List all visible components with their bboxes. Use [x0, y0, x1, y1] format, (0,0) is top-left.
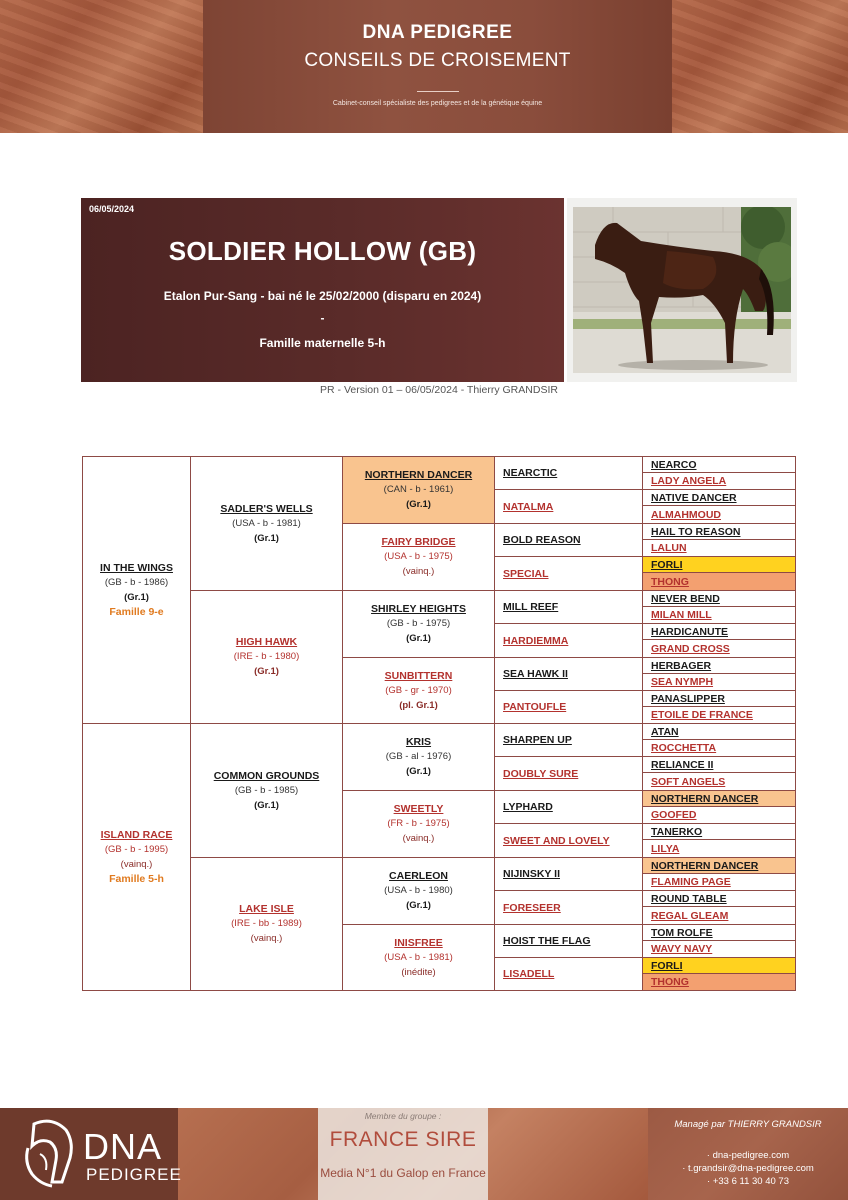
horse-name: HARDICANUTE	[651, 625, 728, 638]
horse-name: FORLI	[651, 558, 683, 571]
horse-name: SOFT ANGELS	[651, 775, 726, 788]
g4-horse	[494, 523, 643, 557]
group-name: FRANCE SIRE	[329, 1128, 477, 1151]
g5-horse	[642, 739, 796, 757]
horse-name: LYPHARD	[503, 801, 553, 813]
g5-horse	[642, 606, 796, 624]
horse-name: ATAN	[651, 725, 679, 738]
g5-horse	[642, 973, 796, 991]
horse-name: THONG	[651, 575, 689, 588]
horse-name: SHIRLEY HEIGHTS	[371, 603, 466, 615]
contact-website[interactable]: · dna-pedigree.com	[706, 1150, 790, 1161]
horse-name: SPECIAL	[503, 567, 549, 580]
g5-horse	[642, 505, 796, 524]
horse-name: FORLI	[651, 959, 683, 972]
g3-horse	[342, 456, 495, 524]
g5-horse	[642, 839, 796, 858]
pedigree-table	[82, 456, 796, 991]
horse-name: GOOFED	[651, 809, 697, 821]
horse-name: LADY ANGELA	[651, 475, 727, 487]
horse-details: (FR - b - 1975)	[387, 818, 450, 829]
horse-name: COMMON GROUNDS	[213, 769, 320, 782]
g5-horse	[642, 756, 796, 773]
g4-horse	[494, 489, 643, 524]
g5-horse	[642, 690, 796, 707]
horse-name: ETOILE DE FRANCE	[651, 709, 753, 721]
horse-performance: (vainq.)	[120, 858, 153, 870]
brand-subtitle: CONSEILS DE CROISEMENT	[304, 50, 571, 71]
horse-performance: (Gr.1)	[124, 591, 149, 603]
g5-horse	[642, 673, 796, 691]
g5-horse	[642, 539, 796, 557]
g4-horse	[494, 590, 643, 624]
header-banner	[203, 0, 672, 133]
g5-horse	[642, 940, 796, 958]
report-date: 06/05/2024	[89, 204, 135, 214]
horse-details: (GB - b - 1985)	[234, 784, 299, 796]
horse-details: (USA - b - 1975)	[384, 551, 453, 562]
horse-name: CAERLEON	[389, 870, 448, 882]
horse-name: NIJINSKY II	[503, 868, 560, 880]
g5-horse	[642, 556, 796, 573]
horse-details: (GB - b - 1995)	[104, 843, 169, 855]
g4-horse	[494, 924, 643, 958]
horse-performance: (Gr.1)	[254, 799, 279, 811]
g3-horse	[342, 523, 495, 591]
g4-horse	[494, 756, 643, 791]
horse-performance: (inédite)	[401, 966, 436, 978]
g4-horse	[494, 623, 643, 658]
france-sire-badge	[318, 1108, 488, 1200]
horse-name: GRAND CROSS	[651, 642, 730, 655]
horse-details: (GB - al - 1976)	[385, 751, 452, 762]
horse-name: HIGH HAWK	[235, 636, 298, 648]
horse-name: REGAL GLEAM	[651, 909, 729, 922]
horse-performance: (vainq.)	[402, 566, 435, 577]
horse-name: DOUBLY SURE	[503, 767, 579, 780]
g5-horse	[642, 723, 796, 740]
horse-name: MILL REEF	[503, 601, 559, 613]
horse-name: NORTHERN DANCER	[651, 792, 759, 805]
title-card	[81, 198, 564, 382]
horse-performance: (Gr.1)	[254, 532, 279, 544]
horse-name: INISFREE	[394, 936, 443, 949]
horse-name: LILYA	[651, 842, 680, 855]
horse-name: LISADELL	[503, 968, 555, 980]
horse-details: (CAN - b - 1961)	[383, 484, 454, 495]
horse-name: SEA HAWK II	[503, 668, 568, 680]
g5-horse	[642, 806, 796, 824]
g3-horse	[342, 723, 495, 791]
horse-name: SUNBITTERN	[384, 669, 453, 682]
managed-by: Managé par THIERRY GRANDSIR	[674, 1119, 822, 1130]
horse-details: (IRE - b - 1980)	[233, 651, 300, 662]
header-texture-left	[0, 0, 203, 133]
horse-name: NATIVE DANCER	[651, 491, 737, 504]
horse-name: FAIRY BRIDGE	[381, 536, 456, 548]
horse-name: ALMAHMOUD	[651, 508, 721, 521]
horse-name: SOLDIER HOLLOW (GB)	[168, 236, 477, 266]
grandsire-paternal	[190, 456, 343, 591]
horse-name: NORTHERN DANCER	[651, 859, 759, 872]
g4-horse	[494, 957, 643, 991]
g4-horse	[494, 790, 643, 824]
footer-logo-block	[0, 1108, 182, 1200]
horse-description: Etalon Pur-Sang - bai né le 25/02/2000 (disparu en 2024)	[163, 289, 482, 303]
g3-horse	[342, 924, 495, 991]
g5-horse	[642, 857, 796, 874]
header-divider	[417, 91, 459, 92]
version-line: PR - Version 01 – 06/05/2024 - Thierry GRANDSIR	[320, 384, 558, 396]
horse-name: THONG	[651, 976, 689, 988]
horse-name: SWEET AND LOVELY	[503, 834, 610, 847]
horse-name: ROCCHETTA	[651, 742, 717, 754]
horse-name: BOLD REASON	[503, 534, 581, 546]
horse-name: ISLAND RACE	[100, 828, 173, 841]
horse-name: HOIST THE FLAG	[503, 935, 591, 947]
horse-details: (USA - b - 1980)	[384, 885, 453, 896]
g5-horse	[642, 957, 796, 974]
logo-text-pedigree: PEDIGREE	[86, 1165, 182, 1184]
horse-performance: (vainq.)	[402, 833, 435, 844]
horse-name: NEVER BEND	[651, 592, 720, 605]
horse-details: (GB - b - 1986)	[104, 576, 169, 588]
horse-name: TANERKO	[651, 825, 703, 838]
horse-performance: (vainq.)	[250, 933, 283, 944]
g4-horse	[494, 890, 643, 925]
g5-horse	[642, 790, 796, 807]
horse-name: NORTHERN DANCER	[364, 469, 473, 481]
horse-name: ROUND TABLE	[651, 892, 727, 905]
horse-name: IN THE WINGS	[100, 561, 173, 574]
brand-tagline: Cabinet-conseil spécialiste des pedigrees et de la génétique équine	[332, 100, 543, 107]
horse-head-logo-icon	[22, 1118, 76, 1190]
g5-horse	[642, 523, 796, 540]
contact-phone: · +33 6 11 30 40 73	[707, 1176, 789, 1187]
horse-name: HERBAGER	[651, 659, 712, 672]
horse-details: (USA - b - 1981)	[384, 951, 453, 963]
separator-dash: -	[320, 311, 325, 325]
g4-horse	[494, 723, 643, 757]
horse-performance: (Gr.1)	[406, 633, 431, 644]
contact-email[interactable]: · t.grandsir@dna-pedigree.com	[682, 1163, 814, 1174]
horse-name: FORESEER	[503, 901, 561, 914]
horse-name: LALUN	[651, 542, 687, 554]
g5-horse	[642, 472, 796, 490]
g5-horse	[642, 873, 796, 891]
sire	[82, 456, 191, 724]
horse-name: NEARCTIC	[503, 467, 558, 479]
horse-name: HAIL TO REASON	[651, 525, 741, 538]
horse-name: PANASLIPPER	[651, 692, 725, 705]
g5-horse	[642, 906, 796, 925]
horse-name: KRIS	[405, 736, 432, 748]
brand-title: DNA PEDIGREE	[362, 22, 513, 43]
g5-horse	[642, 657, 796, 674]
family-label: Famille 9-e	[109, 605, 164, 618]
g5-horse	[642, 623, 796, 640]
granddam-maternal	[190, 857, 343, 991]
horse-name: SADLER'S WELLS	[220, 502, 313, 515]
grandsire-maternal	[190, 723, 343, 858]
horse-name: RELIANCE II	[651, 758, 714, 771]
maternal-family: Famille maternelle 5-h	[259, 336, 386, 350]
horse-details: (IRE - bb - 1989)	[231, 918, 302, 929]
g5-horse	[642, 489, 796, 506]
horse-name: FLAMING PAGE	[651, 876, 731, 888]
horse-name: NATALMA	[503, 500, 554, 513]
g3-horse	[342, 657, 495, 724]
g5-horse	[642, 823, 796, 840]
horse-performance: (Gr.1)	[406, 499, 431, 510]
g3-horse	[342, 590, 495, 658]
g4-horse	[494, 690, 643, 724]
horse-details: (GB - b - 1975)	[386, 618, 451, 629]
g3-horse	[342, 790, 495, 858]
horse-name: LAKE ISLE	[239, 903, 294, 915]
horse-name: TOM ROLFE	[651, 926, 713, 939]
g5-horse	[642, 590, 796, 607]
dam	[82, 723, 191, 991]
horse-name: PANTOUFLE	[503, 701, 567, 713]
horse-name: SEA NYMPH	[651, 676, 714, 688]
g5-horse	[642, 572, 796, 591]
horse-performance: (Gr.1)	[406, 766, 431, 777]
horse-name: SHARPEN UP	[503, 734, 572, 746]
horse-photo	[567, 198, 797, 382]
family-label: Famille 5-h	[109, 872, 164, 885]
group-media: Media N°1 du Galop en France	[320, 1166, 486, 1180]
g3-horse	[342, 857, 495, 925]
g5-horse	[642, 924, 796, 941]
g5-horse	[642, 890, 796, 907]
g4-horse	[494, 456, 643, 490]
g4-horse	[494, 657, 643, 691]
horse-performance: (Gr.1)	[254, 666, 279, 677]
g4-horse	[494, 857, 643, 891]
footer-contact-block	[648, 1108, 848, 1200]
horse-performance: (Gr.1)	[406, 900, 431, 911]
g4-horse	[494, 823, 643, 858]
g5-horse	[642, 772, 796, 791]
member-label: Membre du groupe :	[364, 1111, 442, 1121]
g5-horse	[642, 706, 796, 724]
horse-performance: (pl. Gr.1)	[399, 699, 438, 711]
g5-horse	[642, 456, 796, 473]
horse-name: SWEETLY	[393, 803, 444, 815]
horse-name: MILAN MILL	[651, 609, 712, 621]
logo-text-dna: DNA	[83, 1126, 163, 1167]
horse-details: (USA - b - 1981)	[232, 517, 301, 529]
horse-name: WAVY NAVY	[651, 943, 713, 955]
granddam-paternal	[190, 590, 343, 724]
horse-name: HARDIEMMA	[503, 634, 569, 647]
header-texture-right	[672, 0, 848, 133]
horse-name: NEARCO	[651, 458, 697, 471]
horse-details: (GB - gr - 1970)	[385, 684, 452, 696]
g5-horse	[642, 639, 796, 658]
g4-horse	[494, 556, 643, 591]
